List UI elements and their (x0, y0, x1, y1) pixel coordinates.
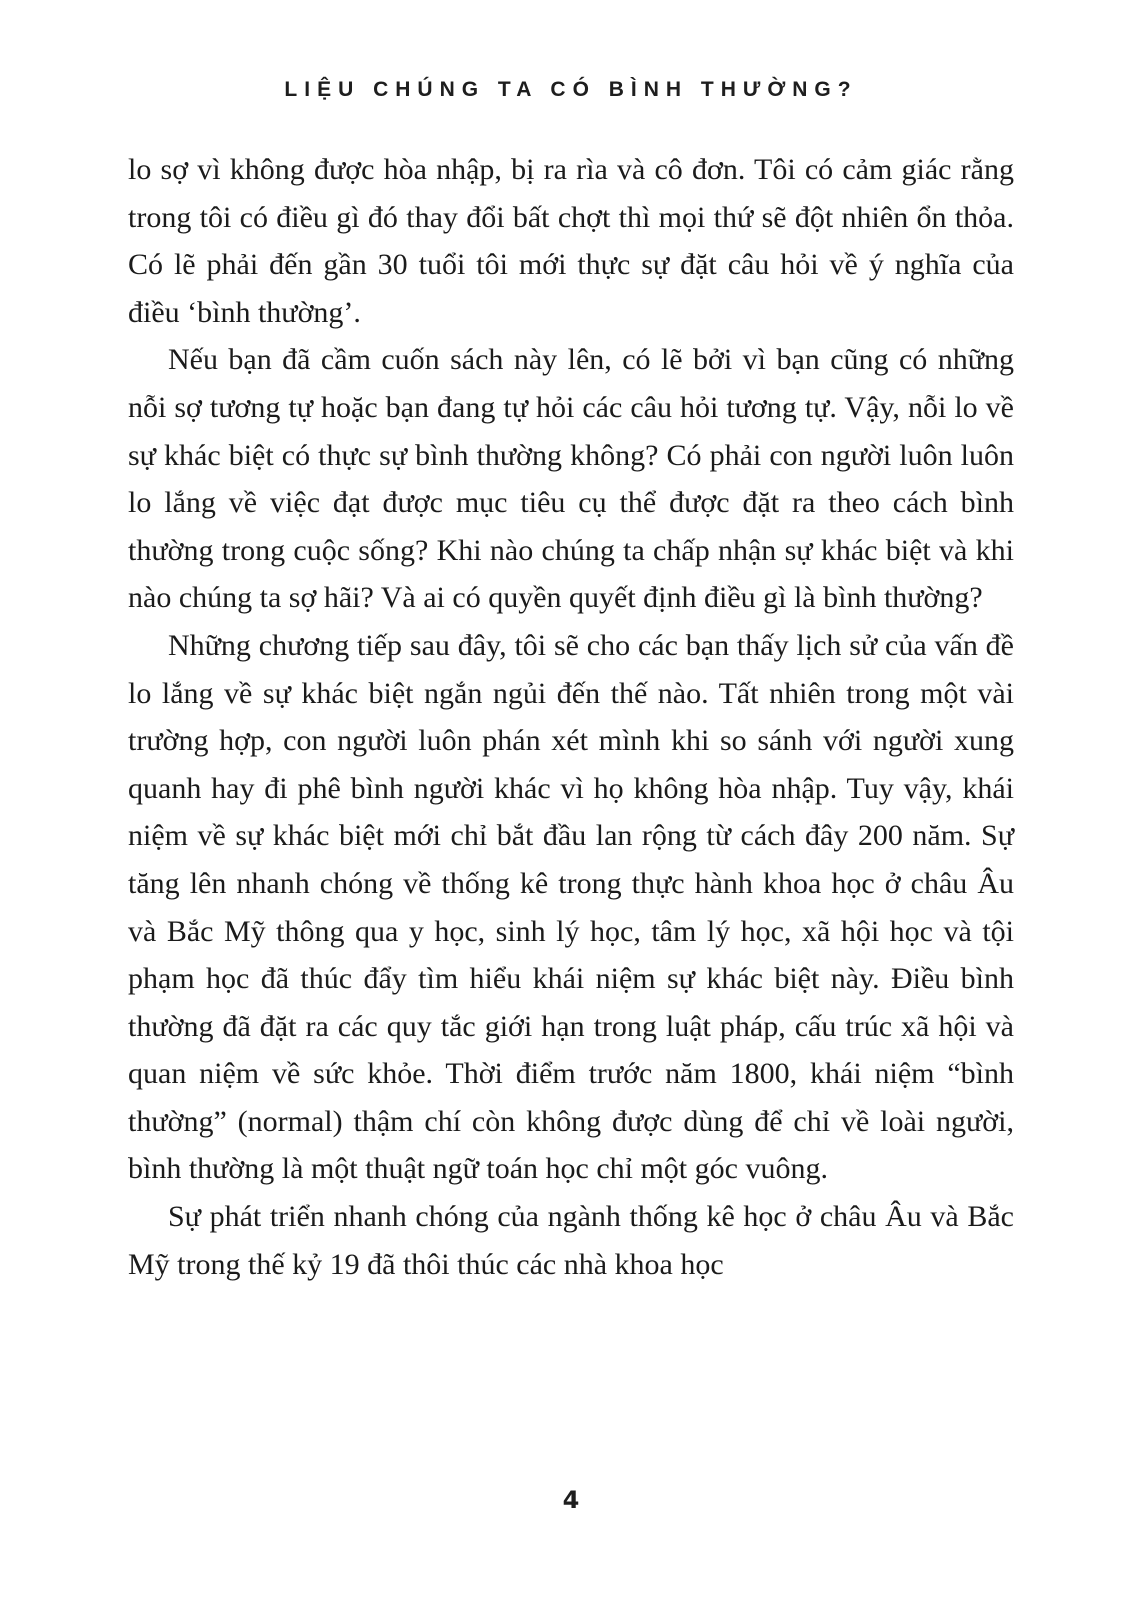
paragraph: Nếu bạn đã cầm cuốn sách này lên, có lẽ bởi vì bạn cũng có những nỗi sợ tương tự hoặc bạn đang tự hỏi các câu hỏi tương tự. Vậy, nỗi lo về sự khác biệt có thực sự bình thường không? Có phải con người luôn luôn lo lắng về việc đạt được mục tiêu cụ thể được đặt ra theo cách bình thường trong cuộc sống? Khi nào chúng ta chấp nhận sự khác biệt và khi nào chúng ta sợ hãi? Và ai có quyền quyết định điều gì là bình thường? (128, 343, 1014, 615)
paragraph: Những chương tiếp sau đây, tôi sẽ cho các bạn thấy lịch sử của vấn đề lo lắng về sự khác biệt ngắn ngủi đến thế nào. Tất nhiên trong một vài trường hợp, con người luôn phán xét mình khi so sánh với người xung quanh hay đi phê bình người khác vì họ không hòa nhập. Tuy vậy, khái niệm về sự khác biệt mới chỉ bắt đầu lan rộng từ cách đây 200 năm. Sự tăng lên nhanh chóng về thống kê trong thực hành khoa học ở châu Âu và Bắc Mỹ thông qua y học, sinh lý học, tâm lý học, xã hội học và tội phạm học đã thúc đẩy tìm hiểu khái niệm sự khác biệt này. Điều bình thường đã đặt ra các quy tắc giới hạn trong luật pháp, cấu trúc xã hội và quan niệm về sức khỏe. Thời điểm trước năm 1800, khái niệm “bình thường” (normal) thậm chí còn không được dùng để chỉ về loài người, bình thường là một thuật ngữ toán học chỉ một góc vuông. (128, 628, 1014, 1186)
paragraph: Sự phát triển nhanh chóng của ngành thống kê học ở châu Âu và Bắc Mỹ trong thế kỷ 19 đã thôi thúc các nhà khoa học (128, 1200, 1014, 1281)
paragraph-continuation: lo sợ vì không được hòa nhập, bị ra rìa và cô đơn. Tôi có cảm giác rằng trong tôi có điều gì đó thay đổi bất chợt thì mọi thứ sẽ đột nhiên ổn thỏa. Có lẽ phải đến gần 30 tuổi tôi mới thực sự đặt câu hỏi về ý nghĩa của điều ‘bình thường’. (128, 153, 1014, 329)
page-number: 4 (562, 1486, 580, 1514)
body-text-block (128, 146, 1014, 1288)
running-head-chapter-title: LIỆU CHÚNG TA CÓ BÌNH THƯỜNG? (284, 78, 858, 101)
